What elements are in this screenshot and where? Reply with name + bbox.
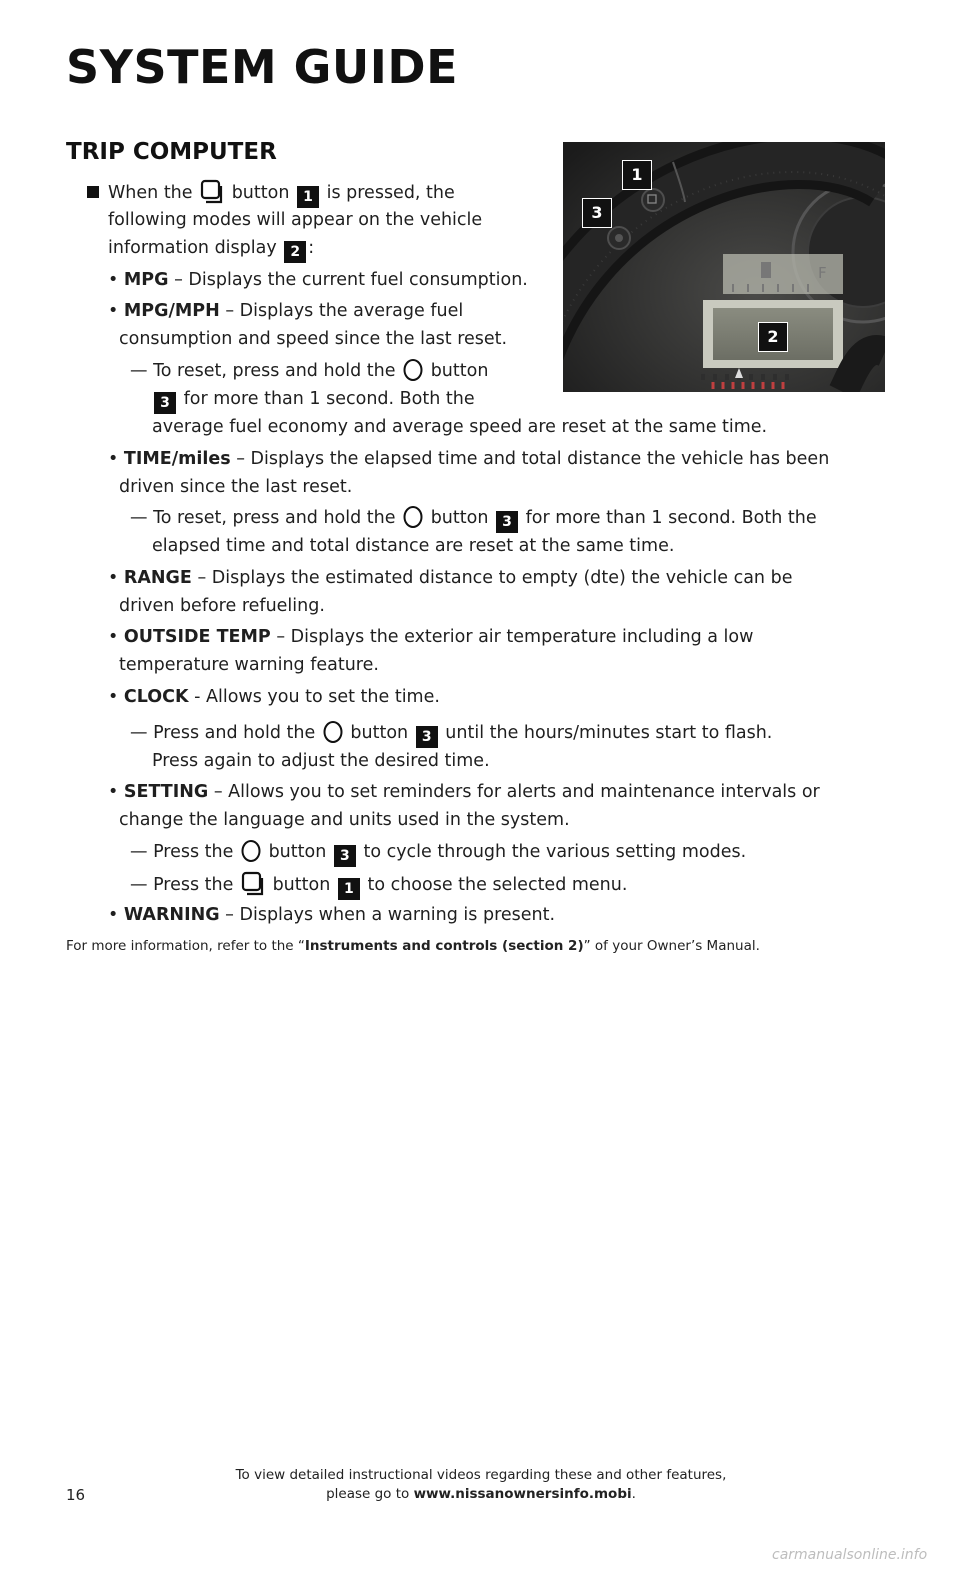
mode-time-miles: • TIME/miles – Displays the elapsed time and total distance the vehicle has been: [108, 449, 830, 469]
mode-outside-temp: • OUTSIDE TEMP – Displays the exterior air temperature including a low: [108, 627, 754, 647]
ref-num: 1: [297, 186, 319, 208]
mode-setting-sub-1: — Press the button 3 to cycle through the various setting modes.: [130, 838, 746, 867]
display-button-icon: [241, 870, 265, 898]
intro-line-2: following modes will appear on the vehicle: [108, 210, 483, 230]
footnote: For more information, refer to the “Instruments and controls (section 2)” of your Owner’s Manual.: [66, 938, 760, 954]
callout-2: 2: [758, 322, 788, 352]
intro-line-1: When the button 1 is pressed, the: [108, 178, 455, 208]
ref-num: 3: [416, 726, 438, 748]
mode-mpg-mph-sub: — To reset, press and hold the button: [130, 357, 488, 385]
steering-wheel-photo: [563, 142, 885, 392]
reset-button-icon: [403, 505, 423, 529]
mode-mpg-mph-sub-line3: average fuel economy and average speed are reset at the same time.: [152, 417, 768, 437]
mode-outside-temp-line2: temperature warning feature.: [119, 655, 379, 675]
ref-num: 3: [334, 845, 356, 867]
watermark: carmanualsonline.info: [772, 1547, 928, 1563]
reset-button-icon: [241, 839, 261, 863]
section-title: TRIP COMPUTER: [66, 139, 277, 165]
mode-setting-line2: change the language and units used in the system.: [119, 810, 570, 830]
mode-time-miles-sub-line2: elapsed time and total distance are reset at the same time.: [152, 536, 675, 556]
mode-warning: • WARNING – Displays when a warning is present.: [108, 905, 556, 925]
page-number: 16: [66, 1486, 86, 1504]
footer-line-1: To view detailed instructional videos regarding these and other features,: [235, 1467, 727, 1483]
reset-button-icon: [403, 358, 423, 382]
fuel-full-letter: F: [818, 264, 827, 282]
square-bullet: [87, 186, 99, 198]
intro-line-3: information display 2 :: [108, 234, 314, 263]
ref-num: 2: [284, 241, 306, 263]
reset-button-icon: [323, 720, 343, 744]
mode-mpg-mph-line2: consumption and speed since the last reset.: [119, 329, 508, 349]
footer-link[interactable]: www.nissanownersinfo.mobi: [413, 1486, 632, 1502]
mode-mpg-mph: • MPG/MPH – Displays the average fuel: [108, 301, 464, 321]
callout-1: 1: [622, 160, 652, 190]
footer-line-2: please go to www.nissanownersinfo.mobi.: [326, 1486, 636, 1502]
ref-num: 1: [338, 878, 360, 900]
mode-clock-sub-line2: Press again to adjust the desired time.: [152, 751, 490, 771]
page-title: SYSTEM GUIDE: [66, 40, 458, 94]
ref-num: 3: [496, 511, 518, 533]
display-button-icon: [200, 178, 224, 206]
mode-range-line2: driven before refueling.: [119, 596, 325, 616]
mode-mpg: • MPG – Displays the current fuel consumption.: [108, 270, 528, 290]
mode-time-miles-line2: driven since the last reset.: [119, 477, 353, 497]
mode-clock-sub: — Press and hold the button 3 until the hours/minutes start to flash.: [130, 719, 772, 748]
ref-num: 3: [154, 392, 176, 414]
mode-clock: • CLOCK - Allows you to set the time.: [108, 687, 440, 707]
mode-setting: • SETTING – Allows you to set reminders for alerts and maintenance intervals or: [108, 782, 820, 802]
mode-range: • RANGE – Displays the estimated distance to empty (dte) the vehicle can be: [108, 568, 793, 588]
mode-mpg-mph-sub-line2: 3 for more than 1 second. Both the: [152, 385, 475, 414]
mode-setting-sub-2: — Press the button 1 to choose the selected menu.: [130, 870, 627, 900]
mode-time-miles-sub: — To reset, press and hold the button 3 for more than 1 second. Both the: [130, 504, 817, 533]
callout-3: 3: [582, 198, 612, 228]
